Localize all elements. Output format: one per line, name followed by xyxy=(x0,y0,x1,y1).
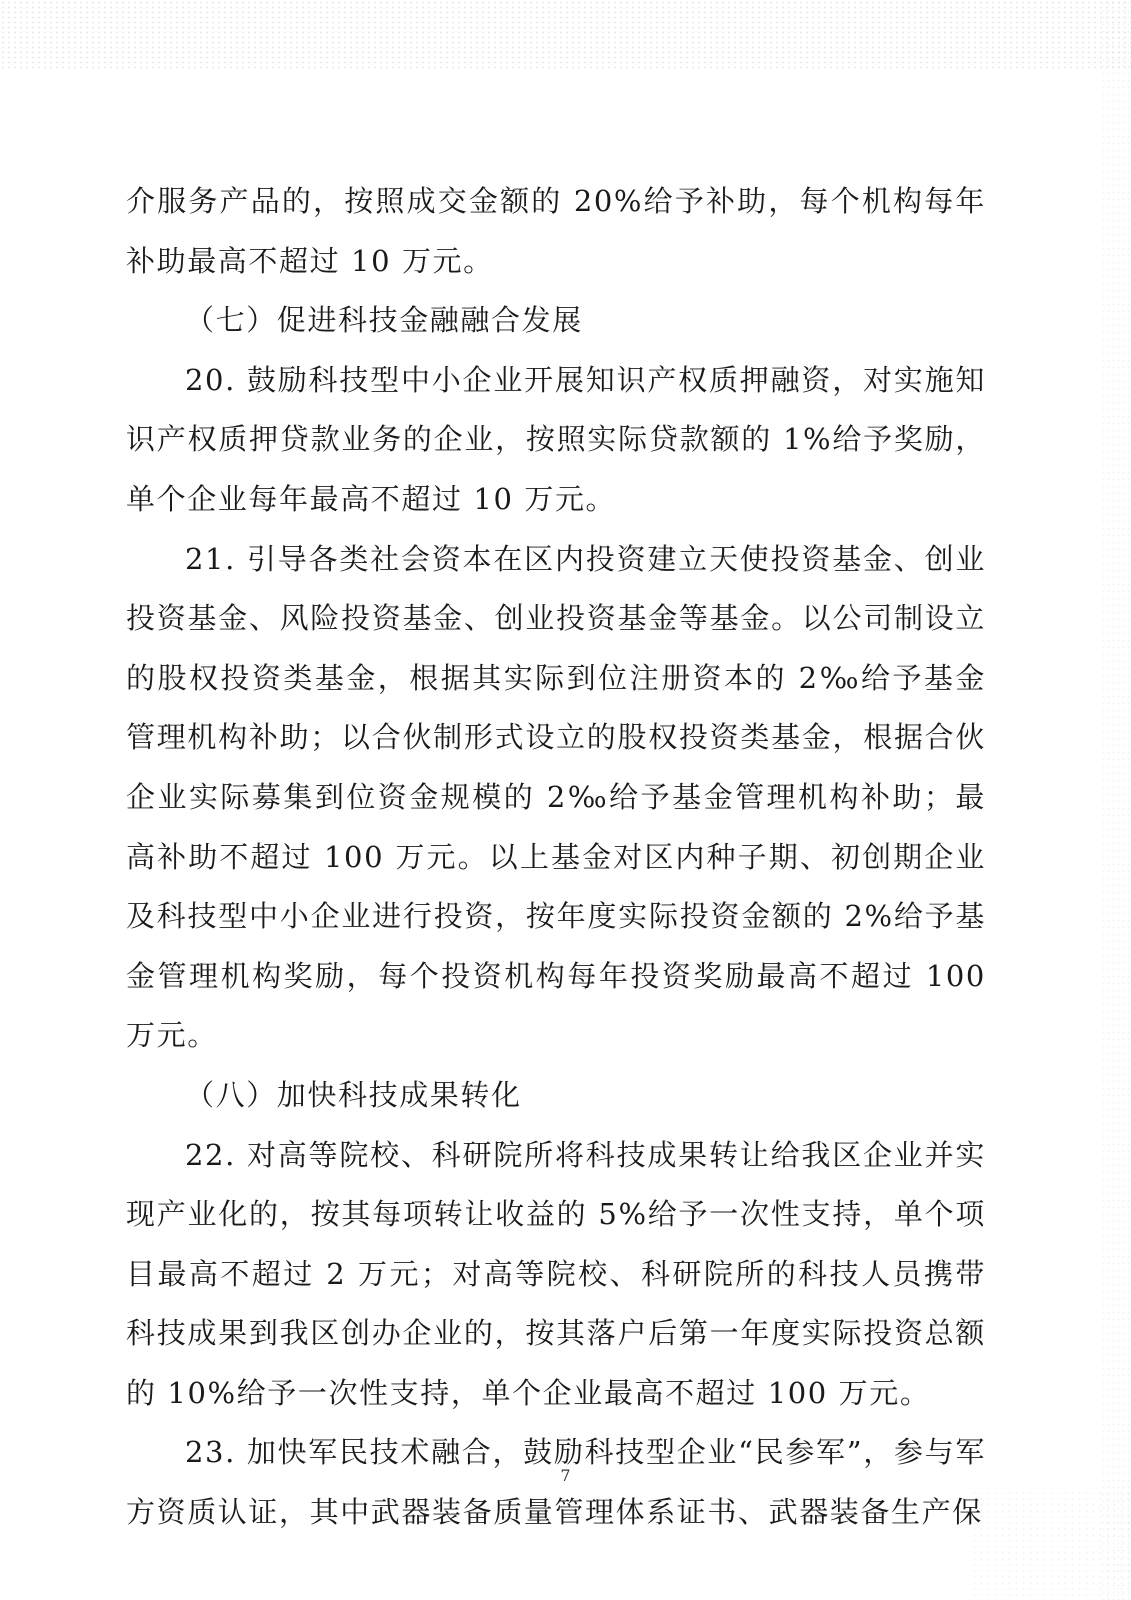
paragraph-item-21: 21. 引导各类社会资本在区内投资建立天使投资基金、创业投资基金、风险投资基金、创业投资基金等基金。以公司制设立的股权投资类基金，根据其实际到位注册资本的 2‰给予基金管理机构补助；以合伙制形式设立的股权投资类基金，根据合伙企业实际募集到位资金规模的 2‰给予基金管理机构补助；最高补助不超过 100 万元。以上基金对区内种子期、初创期企业及科技型中小企业进行投资，按年度实际投资金额的 2%给予基金管理机构奖励，每个投资机构每年投资奖励最高不超过 100 万元。 xyxy=(126,541,986,1053)
page-number: 7 xyxy=(560,1466,571,1485)
document-body xyxy=(126,172,986,1543)
paragraph-item-22: 22. 对高等院校、科研院所将科技成果转让给我区企业并实现产业化的，按其每项转让收益的 5%给予一次性支持，单个项目最高不超过 2 万元；对高等院校、科研院所的科技人员携带科技成果到我区创办企业的，按其落户后第一年度实际投资总额的 10%给予一次性支持，单个企业最高不超过 100 万元。 xyxy=(126,1137,986,1410)
paragraph-continuation: 介服务产品的，按照成交金额的 20%给予补助，每个机构每年补助最高不超过 10 万元。 xyxy=(126,184,986,278)
scan-noise-right xyxy=(1101,0,1131,1600)
paragraph-item-20: 20. 鼓励科技型中小企业开展知识产权质押融资，对实施知识产权质押贷款业务的企业，按照实际贷款额的 1%给予奖励，单个企业每年最高不超过 10 万元。 xyxy=(126,362,986,516)
section-heading-7: （七）促进科技金融融合发展 xyxy=(185,303,583,338)
section-heading-8: （八）加快科技成果转化 xyxy=(185,1077,522,1112)
paragraph-item-23: 23. 加快军民技术融合，鼓励科技型企业“民参军”，参与军方资质认证，其中武器装备质量管理体系证书、武器装备生产保 xyxy=(126,1435,986,1530)
scan-noise-bottom-right xyxy=(971,1490,1131,1600)
scan-noise-top xyxy=(0,0,1131,70)
